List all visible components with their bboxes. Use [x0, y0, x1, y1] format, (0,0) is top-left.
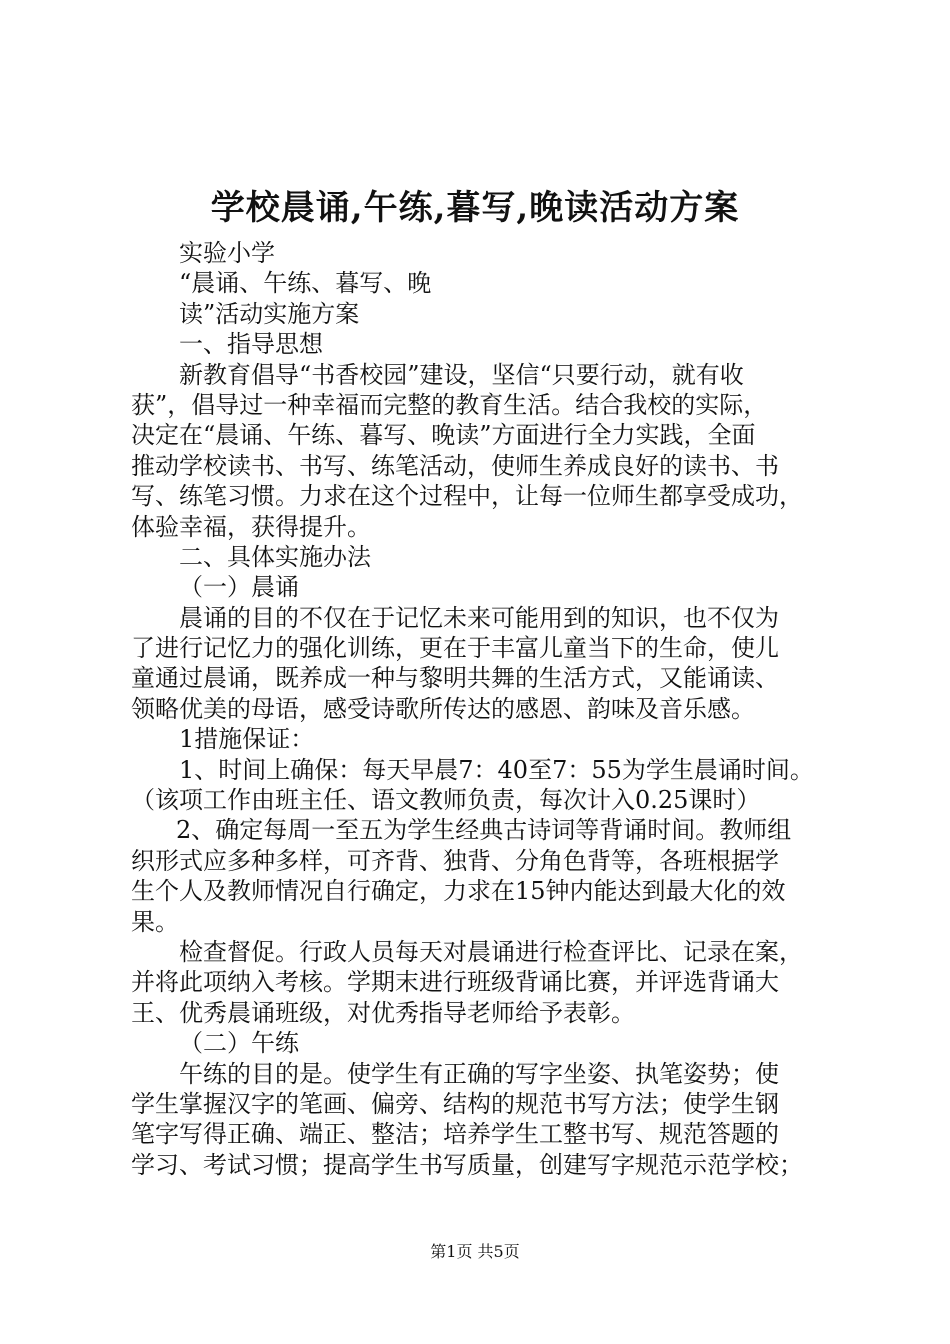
- text-line: “晨诵、午练、暮写、晚: [179, 269, 432, 298]
- subsection-heading: （二）午练: [179, 1029, 299, 1058]
- text-line: 午练的目的是。使学生有正确的写字坐姿、执笔姿势；使: [179, 1059, 779, 1088]
- text-line: 果。: [131, 907, 179, 936]
- text-line: 检查督促。行政人员每天对晨诵进行检查评比、记录在案，: [179, 937, 803, 966]
- text-line: （该项工作由班主任、语文教师负责，每次计入0.25课时）: [131, 786, 761, 815]
- subsection-heading: （一）晨诵: [179, 573, 299, 602]
- text-line: 1措施保证：: [179, 725, 315, 754]
- text-line: 2、确定每周一至五为学生经典古诗词等背诵时间。教师组: [176, 816, 792, 845]
- section-heading: 一、指导思想: [179, 330, 323, 359]
- document-title: 学校晨诵,午练,暮写,晚读活动方案: [210, 188, 740, 228]
- text-line: 领略优美的母语，感受诗歌所传达的感恩、韵味及音乐感。: [131, 694, 755, 723]
- text-line: 笔字写得正确、端正、整洁；培养学生工整书写、规范答题的: [131, 1120, 779, 1149]
- text-line: 学习、考试习惯；提高学生书写质量，创建写字规范示范学校；: [131, 1150, 803, 1179]
- text-line: 写、练笔习惯。力求在这个过程中，让每一位师生都享受成功，: [131, 482, 803, 511]
- text-line: 童通过晨诵，既养成一种与黎明共舞的生活方式，又能诵读、: [131, 664, 779, 693]
- text-line: 读”活动实施方案: [179, 299, 360, 328]
- text-line: 晨诵的目的不仅在于记忆未来可能用到的知识，也不仅为: [179, 603, 779, 632]
- section-heading: 二、具体实施办法: [179, 542, 371, 571]
- text-line: 学生掌握汉字的笔画、偏旁、结构的规范书写方法；使学生钢: [131, 1089, 779, 1118]
- text-line: 并将此项纳入考核。学期末进行班级背诵比赛，并评选背诵大: [131, 968, 779, 997]
- text-line: 体验幸福，获得提升。: [131, 512, 371, 541]
- text-line: 获”，倡导过一种幸福而完整的教育生活。结合我校的实际，: [131, 390, 768, 419]
- text-line: 实验小学: [179, 239, 275, 267]
- text-line: 织形式应多种多样，可齐背、独背、分角色背等，各班根据学: [131, 846, 779, 875]
- text-line: 推动学校读书、书写、练笔活动，使师生养成良好的读书、书: [131, 451, 779, 480]
- page-number: 第1页 共5页: [430, 1242, 520, 1261]
- text-line: 决定在“晨诵、午练、暮写、晚读”方面进行全力实践，全面: [131, 421, 756, 450]
- text-line: 王、优秀晨诵班级，对优秀指导老师给予表彰。: [131, 998, 635, 1027]
- document-body: [131, 238, 851, 1180]
- text-line: 了进行记忆力的强化训练，更在于丰富儿童当下的生命，使儿: [131, 634, 779, 663]
- text-line: 新教育倡导“书香校园”建设，坚信“只要行动，就有收: [179, 360, 744, 389]
- text-line: 生个人及教师情况自行确定，力求在15钟内能达到最大化的效: [131, 877, 786, 906]
- text-line: 1、时间上确保：每天早晨7：40至7：55为学生晨诵时间。: [179, 755, 814, 784]
